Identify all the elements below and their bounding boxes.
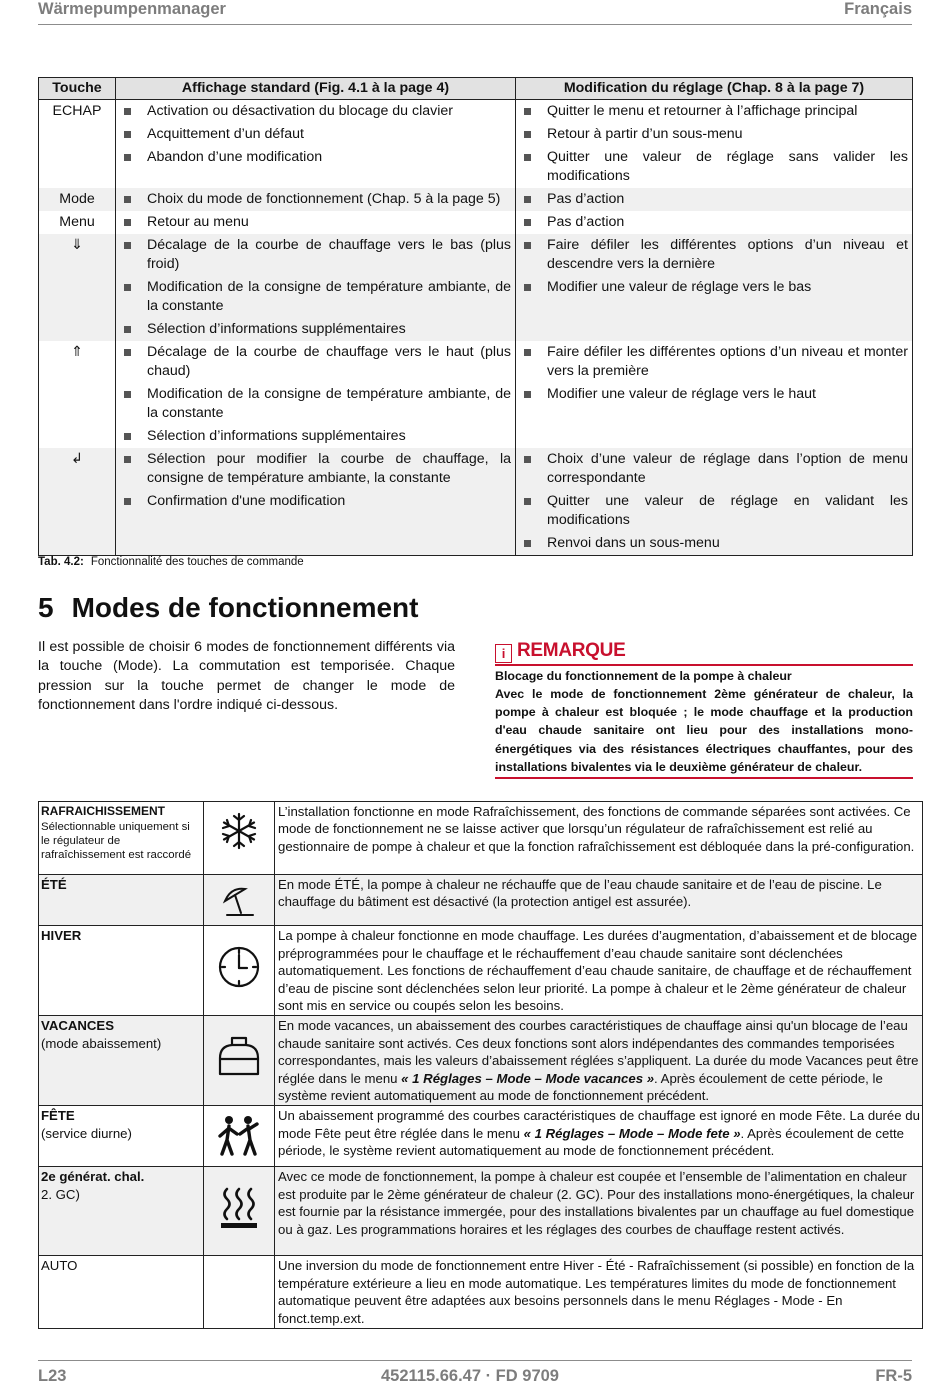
- desc-part: . Après écoulement de cette période, le système revient automatiquement au mode de fonctionnement précédent.: [278, 1070, 883, 1104]
- table-row: [39, 1167, 923, 1256]
- bullet-icon: [524, 154, 531, 161]
- cell-text: Faire défiler les différentes options d’un niveau et descendre vers la dernière: [547, 237, 908, 272]
- table-row: [39, 341, 913, 383]
- table-row: [39, 926, 923, 1016]
- mode-sub: 2. GC): [41, 1186, 80, 1202]
- keys-header-standard: Affichage standard (Fig. 4.1 à la page 4): [116, 78, 516, 100]
- table-row: [39, 1256, 923, 1329]
- intro-paragraph: Il est possible de choisir 6 modes de fonctionnement différents via la touche (Mode). La commutation est temporisée. Chaque pression sur la touche permet de changer le mode de fonctionnement dans l'ordre indiqué ci-dessous.: [38, 639, 455, 713]
- menu-path: « 1 Réglages – Mode – Mode vacances »: [401, 1070, 655, 1086]
- cell-text: Sélection d’informations supplémentaires: [147, 321, 406, 337]
- mode-name: VACANCES: [41, 1018, 115, 1034]
- bullet-icon: [124, 456, 131, 463]
- bullet-icon: [524, 196, 531, 203]
- bullet-icon: [524, 242, 531, 249]
- bullet-icon: [524, 498, 531, 505]
- table-row: [39, 383, 913, 425]
- mode-description: Une inversion du mode de fonctionnement entre Hiver - Été - Rafraîchissement (si possible) en fonction de la température extérieure a lieu en mode automatique. Les températures limites du mode de fonctionnement automatique peuvent être adaptées aux besoins personnels dans le menu Réglages - Mode - En fonct.temp.ext.: [275, 1256, 923, 1329]
- footer-doc-number: 452115.66.47 · FD 9709: [381, 1367, 559, 1385]
- key-mode: Mode: [39, 188, 116, 211]
- table-row: [39, 318, 913, 341]
- bullet-icon: [524, 284, 531, 291]
- page-header: [38, 0, 912, 25]
- mode-name: RAFRAICHISSEMENT: [41, 804, 166, 818]
- desc-part: Un abaissement programmé des courbes caractéristiques de chauffage est ignoré en mode Fête. La durée du mode Fête peut être réglée dans le menu: [278, 1108, 920, 1141]
- table-row: [39, 425, 913, 448]
- mode-description: Avec ce mode de fonctionnement, la pompe à chaleur est coupée et l’ensemble de l’alimentation en chaleur est produite par le 2ème générateur de chaleur (2. GC). Pour des installations mono-énergétiques, la chaleur est fournie par la résistance immergée, pour des installations bivalentes par un chauffage au fuel domestique ou à gaz. Les programmations horaires et les réglages des courbes de chauffage restent activés.: [275, 1167, 923, 1256]
- bullet-icon: [524, 349, 531, 356]
- party-people-icon: [217, 1112, 261, 1160]
- table-row: [39, 146, 913, 188]
- mode-name: ÉTÉ: [41, 877, 67, 892]
- cell-text: Retour au menu: [147, 214, 249, 230]
- caption-label: Tab. 4.2:: [38, 556, 84, 568]
- cell-text: Acquittement d’un défaut: [147, 126, 304, 142]
- info-icon: i: [495, 644, 512, 663]
- table-row: [39, 448, 913, 490]
- section-number: 5: [38, 592, 54, 623]
- bullet-icon: [524, 219, 531, 226]
- cell-text: Quitter le menu et retourner à l’affichage principal: [547, 103, 858, 119]
- cell-text: Choix d’une valeur de réglage dans l’option de menu correspondante: [547, 451, 908, 486]
- mode-sub: (mode abaissement): [41, 1035, 162, 1051]
- key-up-arrow-icon: ⇑: [39, 341, 116, 383]
- bullet-icon: [124, 131, 131, 138]
- note-box: [495, 642, 913, 779]
- mode-name: AUTO: [41, 1258, 78, 1274]
- table-row: [39, 123, 913, 146]
- mode-description: L’installation fonctionne en mode Rafraîchissement, des fonctions de commande séparées sont activées. Ce mode de fonctionnement ne se laisse activer que lorsqu’un régulateur de rafraîchissement est relié au gestionnaire de pompe à chaleur et que la fonction rafraîchissement est débloquée dans la pré-configuration.: [275, 802, 923, 875]
- snowflake-icon: [219, 808, 259, 854]
- cell-text: Sélection pour modifier la courbe de chauffage, la consigne de température ambiante, la constante: [147, 451, 511, 486]
- heat-waves-icon: [217, 1183, 261, 1233]
- note-subtitle: Blocage du fonctionnement de la pompe à chaleur: [495, 669, 792, 683]
- note-body: Avec le mode de fonctionnement 2ème générateur de chaleur, la pompe à chaleur est bloquée ; le mode chauffage et la production d'eau chaude sanitaire ont lieu pour des installations mono-énergétiques via des résistances électriques chauffantes, pour des installations bivalentes via le deuxième générateur de chaleur.: [495, 685, 913, 779]
- bullet-icon: [124, 196, 131, 203]
- table-row: [39, 188, 913, 211]
- table-row: [39, 234, 913, 276]
- mode-description: La pompe à chaleur fonctionne en mode chauffage. Les durées d’augmentation, d’abaissement et de blocage préprogrammées pour le chauffage et le réchauffement d’eau chaude sanitaire sont déclenchées automatiquement. Les fonctions de réchauffement d’eau chaude sanitaire, de chauffage et de réchauffement d’eau de piscine sont déclenchées selon leur priorité. La pompe à chaleur et le 2ème générateur de chaleur sont mis en service ou coupés selon les besoins.: [275, 926, 923, 1016]
- mode-name: HIVER: [41, 928, 82, 944]
- table-row: [39, 276, 913, 318]
- header-product: Wärmepumpenmanager: [38, 0, 226, 18]
- table-row: [39, 532, 913, 556]
- page-footer: [38, 1360, 912, 1385]
- cell-text: Modification de la consigne de température ambiante, de la constante: [147, 279, 511, 314]
- table-row: [39, 802, 923, 875]
- bullet-icon: [124, 391, 131, 398]
- keys-table: [38, 77, 913, 556]
- bullet-icon: [524, 108, 531, 115]
- cell-text: Modifier une valeur de réglage vers le bas: [547, 279, 812, 295]
- bullet-icon: [124, 433, 131, 440]
- bullet-icon: [124, 242, 131, 249]
- cell-text: Pas d’action: [547, 214, 625, 230]
- table-row: [39, 1106, 923, 1167]
- note-title: REMARQUE: [517, 640, 626, 661]
- bullet-icon: [124, 326, 131, 333]
- table-row: [39, 211, 913, 234]
- section-heading: [38, 592, 418, 624]
- cell-text: Abandon d’une modification: [147, 149, 323, 165]
- mode-description: [275, 1016, 923, 1106]
- modes-table: [38, 801, 923, 1329]
- cell-text: Choix du mode de fonctionnement (Chap. 5 à la page 5): [147, 191, 501, 207]
- mode-name: FÊTE: [41, 1108, 75, 1124]
- cell-text: Faire défiler les différentes options d’un niveau et monter vers la première: [547, 344, 908, 379]
- keys-header-modif: Modification du réglage (Chap. 8 à la page 7): [516, 78, 913, 100]
- bullet-icon: [124, 219, 131, 226]
- table-caption: [38, 556, 304, 568]
- cell-text: Renvoi dans un sous-menu: [547, 535, 720, 551]
- key-escape: ECHAP: [39, 100, 116, 124]
- table-row: [39, 490, 913, 532]
- desc-part: En mode vacances, un abaissement des courbes caractéristiques de chauffage ainsi qu'un blocage de l’eau chaude sanitaire sont activés. Ces deux fonctions sont alors indépendantes des commandes temporisées correspondantes, mais les valeurs d’abaissement réglées s’appliquent. La durée du mode Vacances peut être réglée dans le menu: [278, 1018, 919, 1086]
- cell-text: Modification de la consigne de température ambiante, de la constante: [147, 386, 511, 421]
- header-language: Français: [844, 0, 912, 18]
- cell-text: Confirmation d'une modification: [147, 493, 346, 509]
- table-row: [39, 1016, 923, 1106]
- bullet-icon: [524, 456, 531, 463]
- footer-page: FR-5: [875, 1367, 912, 1385]
- cell-text: Retour à partir d’un sous-menu: [547, 126, 743, 142]
- bullet-icon: [124, 154, 131, 161]
- umbrella-icon: [219, 881, 259, 921]
- table-row: [39, 875, 923, 926]
- keys-header-touche: Touche: [39, 78, 116, 100]
- cell-text: Modifier une valeur de réglage vers le haut: [547, 386, 816, 402]
- cell-text: Quitter une valeur de réglage en validant les modifications: [547, 493, 908, 528]
- cell-text: Sélection d’informations supplémentaires: [147, 428, 406, 444]
- bullet-icon: [524, 391, 531, 398]
- cell-text: Quitter une valeur de réglage sans valider les modifications: [547, 149, 908, 184]
- mode-description: [275, 1106, 923, 1167]
- cell-text: Pas d’action: [547, 191, 625, 207]
- mode-sub: Sélectionnable uniquement si le régulateur de rafraîchissement est raccordé: [41, 821, 192, 862]
- clock-icon: [216, 944, 262, 990]
- caption-text: Fonctionnalité des touches de commande: [90, 556, 304, 568]
- suitcase-icon: [214, 1032, 264, 1080]
- bullet-icon: [524, 540, 531, 547]
- key-menu: Menu: [39, 211, 116, 234]
- menu-path: « 1 Réglages – Mode – Mode fete »: [523, 1125, 741, 1141]
- desc-part: . Après écoulement de cette période, le système revient automatiquement au mode de fonctionnement précédent.: [278, 1125, 905, 1159]
- mode-description: En mode ÉTÉ, la pompe à chaleur ne réchauffe que de l’eau chaude sanitaire et de l’eau de piscine. Le chauffage du bâtiment est désactivé (la protection antigel est assurée).: [275, 875, 923, 926]
- cell-text: Décalage de la courbe de chauffage vers le bas (plus froid): [147, 237, 511, 272]
- bullet-icon: [524, 131, 531, 138]
- bullet-icon: [124, 498, 131, 505]
- footer-left: L23: [38, 1367, 67, 1385]
- bullet-icon: [124, 108, 131, 115]
- table-row: [39, 100, 913, 124]
- section-title: Modes de fonctionnement: [71, 592, 419, 623]
- mode-name: 2e générat. chal.: [41, 1169, 145, 1185]
- cell-text: Activation ou désactivation du blocage du clavier: [147, 103, 454, 119]
- bullet-icon: [124, 349, 131, 356]
- mode-sub: (service diurne): [41, 1125, 132, 1141]
- key-enter-icon: ↲: [39, 448, 116, 490]
- bullet-icon: [124, 284, 131, 291]
- key-down-arrow-icon: ⇓: [39, 234, 116, 276]
- cell-text: Décalage de la courbe de chauffage vers le haut (plus chaud): [147, 344, 511, 379]
